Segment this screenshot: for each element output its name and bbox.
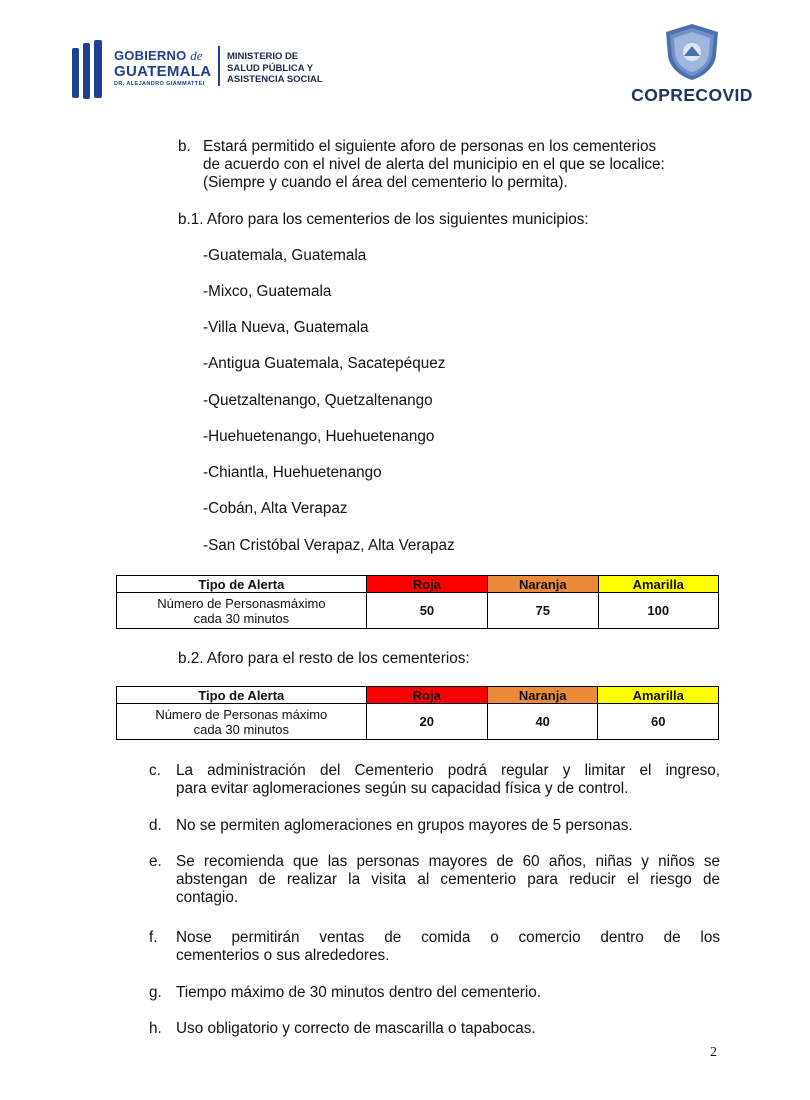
header-naranja: Naranja (487, 687, 598, 704)
header-roja: Roja (366, 576, 487, 593)
municipio-item: -Quetzaltenango, Quetzaltenango (203, 392, 433, 409)
page-number: 2 (710, 1045, 717, 1060)
item-b-marker: b. (178, 138, 191, 155)
value-roja: 50 (366, 593, 487, 629)
item-g-text: Tiempo máximo de 30 minutos dentro del cementerio. (176, 984, 542, 1001)
coprecovid-logo (622, 22, 762, 110)
municipio-item: -Guatemala, Guatemala (203, 247, 367, 264)
item-c-marker: c. (149, 762, 161, 779)
item-e-marker: e. (149, 853, 162, 870)
header-roja: Roja (366, 687, 487, 704)
coprecovid-title: COPRECOVID (631, 85, 753, 105)
municipio-item: -Mixco, Guatemala (203, 283, 332, 300)
item-b-line-1: Estará permitido el siguiente aforo de personas en los cementerios (203, 138, 657, 155)
item-h-marker: h. (149, 1020, 162, 1037)
header-tipo-alerta: Tipo de Alerta (117, 687, 367, 704)
alert-table-b1 (116, 575, 719, 629)
value-amarilla: 60 (598, 704, 719, 740)
header-amarilla: Amarilla (598, 576, 718, 593)
b2-heading: b.2. Aforo para el resto de los cementerios: (178, 650, 470, 667)
shield-icon (662, 22, 722, 82)
municipio-item: -Huehuetenango, Huehuetenango (203, 428, 435, 445)
item-h-text: Uso obligatorio y correcto de mascarilla o tapabocas. (176, 1020, 536, 1037)
item-f-marker: f. (149, 929, 158, 946)
table-header-row (117, 687, 719, 704)
item-d-text: No se permiten aglomeraciones en grupos mayores de 5 personas. (176, 817, 633, 834)
row-label: Número de Personas máximo cada 30 minutos (117, 704, 367, 740)
item-e-text: Se recomienda que las personas mayores de 60 años, niñas y niños se abstengan de realizar la visita al cementerio para reducir el riesgo de contagio. (176, 853, 720, 906)
table-row (117, 704, 719, 740)
item-c-text: La administración del Cementerio podrá regular y limitar el ingreso, para evitar aglomeraciones según su capacidad física y de control. (176, 762, 720, 797)
value-naranja: 40 (487, 704, 598, 740)
item-g-marker: g. (149, 984, 162, 1001)
header-naranja: Naranja (488, 576, 598, 593)
ministry-name: MINISTERIO DE SALUD PÚBLICA Y ASISTENCIA SOCIAL (227, 51, 323, 85)
gobierno-guatemala-logo (72, 36, 342, 98)
gov-country: GUATEMALA (114, 63, 212, 80)
gov-title: GOBIERNO (114, 48, 187, 63)
value-roja: 20 (366, 704, 487, 740)
municipio-item: -San Cristóbal Verapaz, Alta Verapaz (203, 537, 455, 554)
table-header-row (117, 576, 719, 593)
header-divider (218, 46, 220, 86)
b1-heading: b.1. Aforo para los cementerios de los siguientes municipios: (178, 211, 589, 228)
item-b-line-2: de acuerdo con el nivel de alerta del municipio en el que se localice: (203, 156, 665, 173)
item-f-text: Nose permitirán ventas de comida o comercio dentro de los cementerios o sus alrededores. (176, 929, 720, 964)
header-amarilla: Amarilla (598, 687, 719, 704)
value-naranja: 75 (488, 593, 598, 629)
header-tipo-alerta: Tipo de Alerta (117, 576, 367, 593)
municipio-item: -Cobán, Alta Verapaz (203, 500, 348, 517)
item-b-line-3: (Siempre y cuando el área del cementerio lo permita). (203, 174, 568, 191)
municipio-item: -Antigua Guatemala, Sacatepéquez (203, 355, 446, 372)
municipio-item: -Villa Nueva, Guatemala (203, 319, 369, 336)
item-d-marker: d. (149, 817, 162, 834)
row-label: Número de Personasmáximo cada 30 minutos (117, 593, 367, 629)
gov-president: DR. ALEJANDRO GIAMMATTEI (114, 81, 205, 87)
value-amarilla: 100 (598, 593, 718, 629)
gov-de: de (190, 48, 203, 63)
table-row (117, 593, 719, 629)
alert-table-b2 (116, 686, 719, 740)
municipio-item: -Chiantla, Huehuetenango (203, 464, 382, 481)
